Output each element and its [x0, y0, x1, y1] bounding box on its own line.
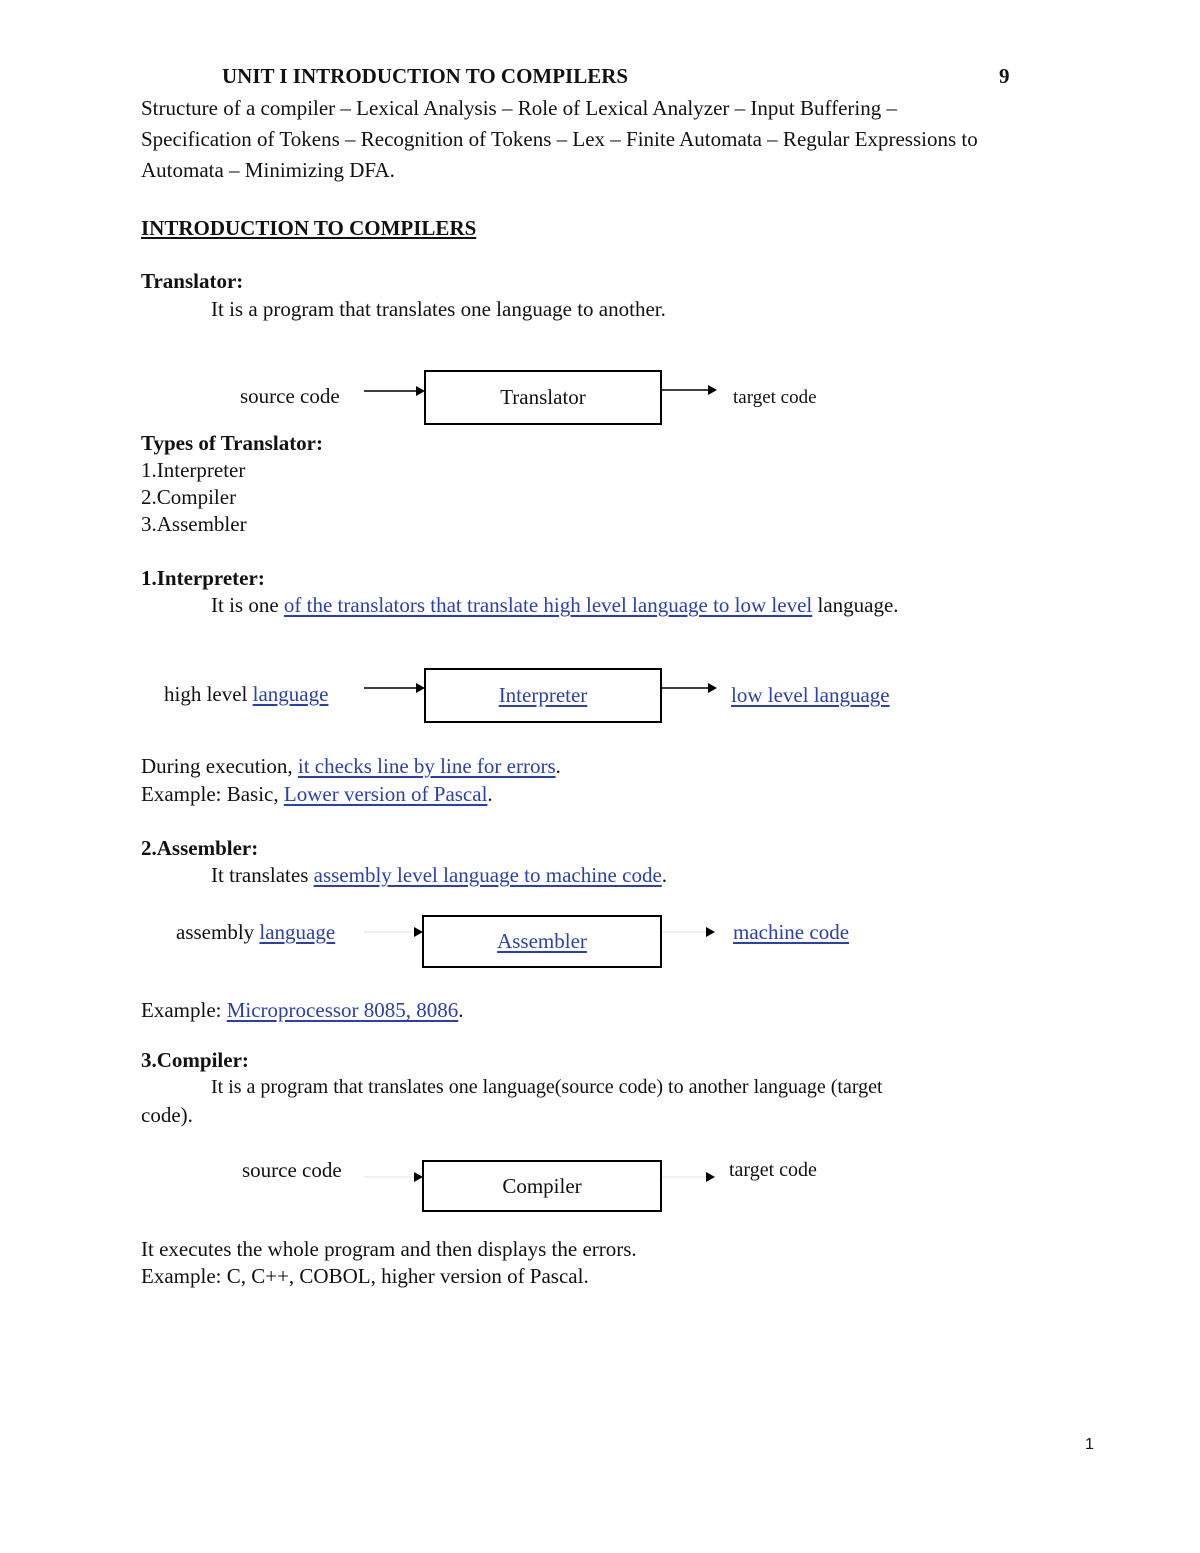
compiler-box-label: Compiler [502, 1173, 582, 1198]
syllabus-line-3: Automata – Minimizing DFA. [141, 158, 395, 182]
interpreter-execution-suffix: . [555, 754, 561, 778]
assembler-def-link[interactable]: assembly level language to machine code [313, 863, 662, 887]
translator-box [424, 370, 662, 425]
assembler-def-suffix: . [661, 863, 668, 887]
compiler-output-arrow [662, 1169, 720, 1185]
page-number: 1 [1085, 1436, 1094, 1453]
assembler-input-link[interactable]: language [259, 920, 336, 944]
interpreter-example-prefix: Example: Basic, [141, 782, 284, 806]
syllabus-line-1: Structure of a compiler – Lexical Analysis – Role of Lexical Analyzer – Input Buffering – [141, 96, 897, 120]
assembler-output-arrow [662, 924, 720, 940]
unit-hours: 9 [999, 64, 1010, 88]
interpreter-output-arrow [662, 680, 720, 696]
interpreter-output-label [731, 682, 890, 709]
interpreter-def-suffix: language. [812, 593, 899, 617]
assembler-def-prefix: It translates [211, 863, 314, 887]
compiler-note: It executes the whole program and then displays the errors. [141, 1237, 637, 1261]
syllabus-line-2: Specification of Tokens – Recognition of Tokens – Lex – Finite Automata – Regular Expressions to [141, 127, 978, 151]
interpreter-input-label [164, 681, 328, 708]
assembler-box-label[interactable]: Assembler [497, 929, 587, 953]
compiler-definition-line-1: It is a program that translates one language(source code) to another language (target [211, 1076, 883, 1098]
interpreter-box-label[interactable]: Interpreter [498, 683, 588, 707]
assembler-example [141, 997, 464, 1024]
interpreter-def-link[interactable]: of the translators that translate high level language to low level [283, 593, 813, 617]
translator-definition: It is a program that translates one language to another. [211, 297, 666, 321]
interpreter-heading: 1.Interpreter: [141, 566, 265, 590]
assembler-example-suffix: . [458, 998, 464, 1022]
interpreter-execution-note [141, 753, 561, 780]
assembler-example-prefix: Example: [141, 998, 227, 1022]
assembler-output-link[interactable]: machine code [733, 920, 850, 944]
interpreter-example [141, 781, 493, 808]
assembler-input-plain: assembly [176, 920, 260, 944]
assembler-definition [211, 862, 667, 889]
assembler-example-link[interactable]: Microprocessor 8085, 8086 [226, 998, 459, 1022]
translator-output-label: target code [733, 387, 817, 408]
translator-output-arrow [662, 382, 720, 398]
types-item-1: 1.Interpreter [141, 458, 246, 482]
types-item-3: 3.Assembler [141, 512, 247, 536]
compiler-heading: 3.Compiler: [141, 1048, 249, 1072]
compiler-example: Example: C, C++, COBOL, higher version of Pascal. [141, 1264, 589, 1288]
compiler-input-label: source code [242, 1158, 342, 1182]
compiler-definition-line-2: code). [141, 1103, 193, 1127]
interpreter-def-prefix: It is one [211, 593, 284, 617]
interpreter-example-suffix: . [487, 782, 493, 806]
interpreter-input-link[interactable]: language [252, 682, 329, 706]
interpreter-definition [211, 592, 899, 619]
interpreter-execution-prefix: During execution, [141, 754, 298, 778]
compiler-box [422, 1160, 662, 1212]
compiler-input-arrow [364, 1169, 426, 1185]
assembler-output-label [733, 919, 849, 946]
types-item-2: 2.Compiler [141, 485, 237, 509]
translator-heading: Translator: [141, 269, 244, 293]
compiler-output-label: target code [729, 1159, 817, 1181]
assembler-box [422, 915, 662, 968]
interpreter-input-arrow [364, 680, 426, 696]
translator-box-label: Translator [500, 385, 586, 409]
interpreter-execution-link[interactable]: it checks line by line for errors [297, 754, 556, 778]
interpreter-example-link[interactable]: Lower version of Pascal [283, 782, 488, 806]
assembler-input-label [176, 919, 335, 946]
translator-input-arrow [364, 383, 426, 399]
unit-title: UNIT I INTRODUCTION TO COMPILERS [222, 64, 629, 88]
section-title: INTRODUCTION TO COMPILERS [141, 216, 477, 240]
assembler-heading: 2.Assembler: [141, 836, 259, 860]
interpreter-output-link[interactable]: low level language [731, 683, 890, 707]
types-heading: Types of Translator: [141, 431, 323, 455]
translator-input-label: source code [240, 384, 340, 408]
interpreter-input-plain: high level [164, 682, 253, 706]
interpreter-box [424, 668, 662, 723]
assembler-input-arrow [364, 924, 426, 940]
